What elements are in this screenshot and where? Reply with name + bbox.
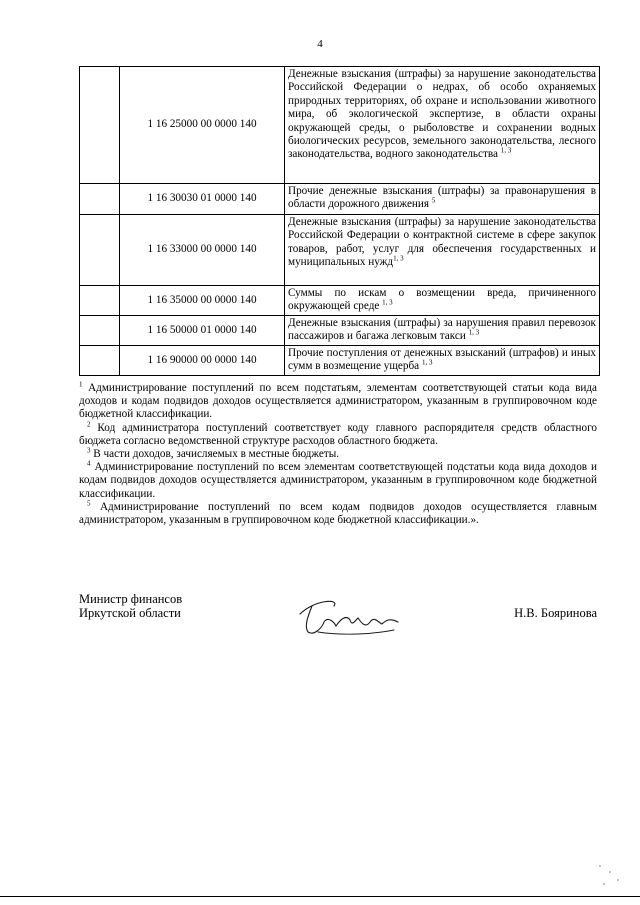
revenue-code: 1 16 30030 01 0000 140 [120, 184, 285, 215]
table-cell-empty [80, 346, 120, 376]
description-text: Денежные взыскания (штрафы) за нарушение законодательства Российской Федерации о недрах, об особо охраняемых природных территориях, об охране и использовании животного мира, об экологической экспертизе, в области охраны окружающей среды, о рыболовстве и сохранении водных биологических ресурсов, земельного законодательства, лесного законодательства, водного законодательства [288, 68, 596, 161]
table-row [80, 346, 600, 376]
footnote-ref: 1, 3 [500, 146, 512, 155]
signatory-title [79, 592, 182, 620]
page-number: 4 [317, 38, 323, 50]
table-cell-empty [80, 67, 120, 184]
revenue-description [285, 184, 600, 215]
footnotes [79, 382, 597, 527]
revenue-code: 1 16 25000 00 0000 140 [120, 67, 285, 184]
footnote-mark: 5 [87, 499, 91, 508]
signatory-title-line: Министр финансов [79, 592, 183, 606]
footnote-ref: 1, 3 [468, 328, 480, 337]
revenue-description [285, 67, 600, 184]
footnote-ref: 1, 3 [382, 298, 393, 307]
revenue-code: 1 16 90000 00 0000 140 [120, 346, 285, 376]
signatory-name: Н.В. Бояринова [514, 606, 597, 620]
footnote-ref: 5 [431, 196, 436, 205]
description-text: Прочие денежные взыскания (штрафы) за правонарушения в области дорожного движения [288, 185, 596, 211]
revenue-description [285, 316, 600, 346]
table-cell-empty [80, 316, 120, 346]
revenue-description [285, 286, 600, 316]
signature-block [79, 592, 597, 640]
table-cell-empty [80, 286, 120, 316]
footnote-mark: 1 [79, 380, 83, 389]
table-cell-empty [80, 215, 120, 286]
description-text: Денежные взыскания (штрафы) за нарушения правил перевозок пассажиров и багажа легковым такси [288, 317, 596, 343]
footnote-ref: 1, 3 [393, 254, 404, 263]
table-row [80, 184, 600, 215]
footnote-text: Администрирование поступлений по всем подстатьям, элементам соответствующей статьи кода вида доходов и кодам подвидов доходов осуществляется администратором, указанным в группировочном коде бюджетной классификации. [79, 382, 598, 421]
description-text: Прочие поступления от денежных взысканий (штрафов) и иных сумм в возмещение ущерба [288, 347, 596, 373]
scan-artifact [596, 860, 626, 890]
footnote-mark: 2 [87, 419, 91, 428]
revenue-description [285, 346, 600, 376]
table-row [80, 67, 600, 184]
footnote [79, 382, 597, 422]
description-text: Денежные взыскания (штрафы) за нарушение законодательства Российской Федерации о контрактной системе в сфере закупок товаров, работ, услуг для обеспечения государственных и муниципальных нужд [288, 216, 596, 269]
scan-edge-line [0, 896, 640, 897]
handwritten-signature [294, 592, 404, 638]
table-cell-empty [80, 184, 120, 215]
table-row [80, 316, 600, 346]
footnote [79, 448, 597, 461]
revenue-description [285, 215, 600, 286]
description-text: Суммы по искам о возмещении вреда, причиненного окружающей среде [288, 287, 596, 313]
footnote-text: В части доходов, зачисляемых в местные бюджеты. [93, 448, 340, 461]
footnote-text: Администрирование поступлений по всем кодам подвидов доходов осуществляется главным администратором, указанным в группировочном коде бюджетной классификации.». [79, 500, 597, 527]
footnote-mark: 3 [87, 446, 91, 455]
table-row [80, 215, 600, 286]
revenue-code: 1 16 35000 00 0000 140 [120, 286, 285, 316]
footnote [79, 461, 597, 501]
footnote [79, 419, 597, 448]
signatory-title-line: Иркутской области [79, 606, 181, 620]
footnote [79, 501, 597, 527]
footnote-mark: 4 [87, 459, 91, 468]
footnote-text: Код администратора поступлений соответствует коду главного распорядителя средств областного бюджета согласно ведомственной структуре расходов областного бюджета. [79, 421, 597, 447]
footnote-text: Администрирование поступлений по всем элементам соответствующей подстатьи кода вида доходов и кодам подвидов доходов осуществляется администратором, указанным в группировочном коде бюджетной классификации. [79, 461, 598, 500]
revenue-code: 1 16 33000 00 0000 140 [120, 215, 285, 286]
footnote-ref: 1, 3 [421, 358, 433, 367]
table-row [80, 286, 600, 316]
revenue-code: 1 16 50000 01 0000 140 [120, 316, 285, 346]
revenue-codes-table [79, 66, 600, 376]
